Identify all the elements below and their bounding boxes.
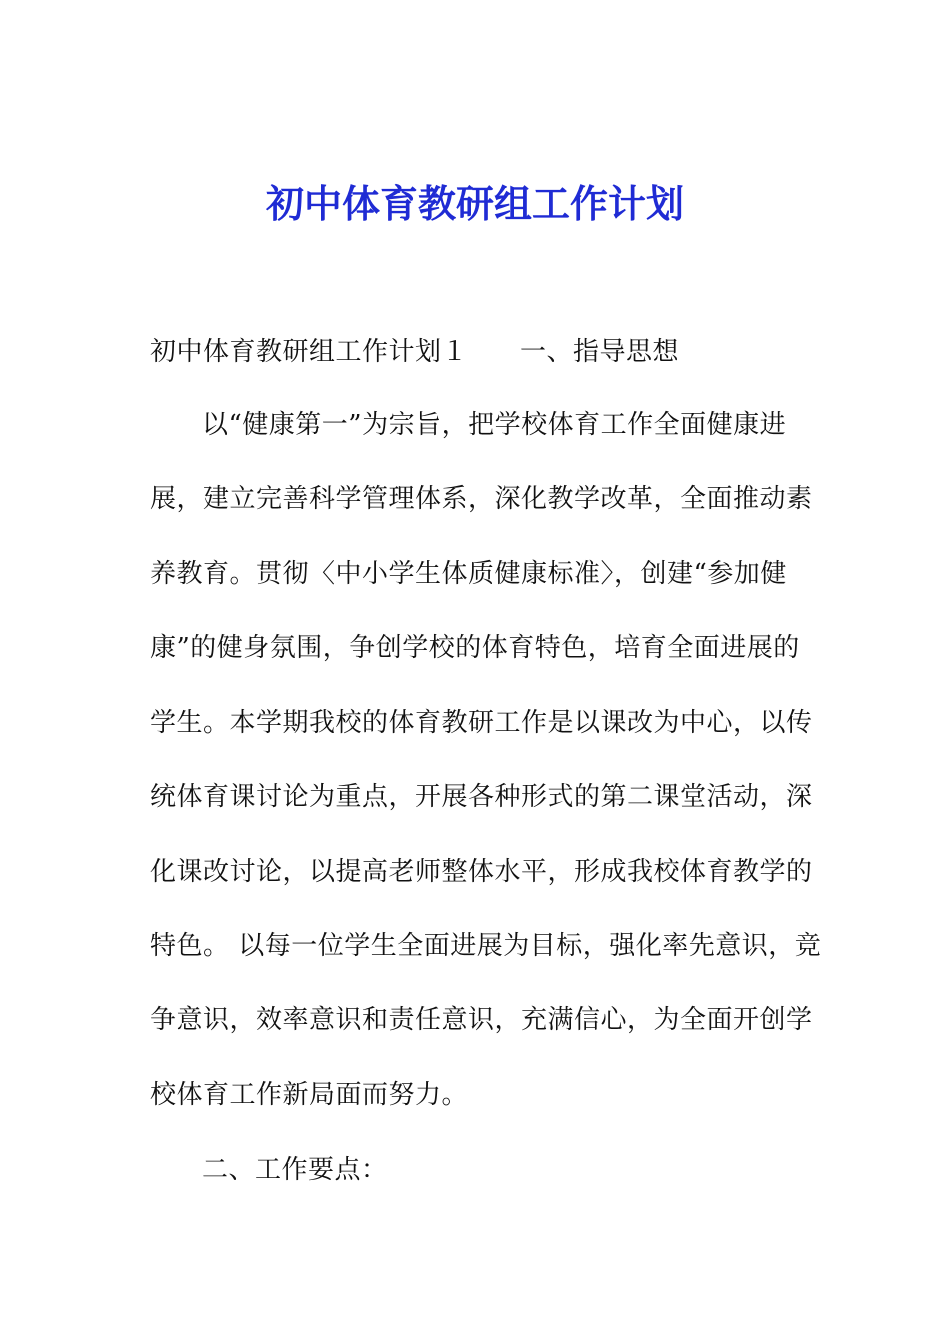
paragraph-line: 特色。 以每一位学生全面进展为目标，强化率先意识，竞 <box>150 931 822 961</box>
paragraph-line: 展，建立完善科学管理体系，深化教学改革，全面推动素 <box>150 484 813 514</box>
section-heading-guiding-ideology: 一、指导思想 <box>520 337 680 367</box>
paragraph-line: 康”的健身氛围，争创学校的体育特色，培育全面进展的 <box>150 633 800 663</box>
section-heading-work-points: 二、工作要点： <box>202 1155 388 1185</box>
paragraph-line: 养教育。贯彻〈中小学生体质健康标准〉，创建“参加健 <box>150 559 787 589</box>
document-title: 初中体育教研组工作计划 <box>265 181 684 226</box>
plan-number-label: 初中体育教研组工作计划１ <box>150 337 469 367</box>
paragraph-line: 化课改讨论，以提高老师整体水平，形成我校体育教学的 <box>150 857 813 887</box>
paragraph-line: 统体育课讨论为重点，开展各种形式的第二课堂活动，深 <box>150 782 813 812</box>
paragraph-line-heading <box>150 332 810 372</box>
paragraph-line: 以“健康第一”为宗旨，把学校体育工作全面健康进 <box>202 410 787 440</box>
paragraph-line: 校体育工作新局面而努力。 <box>150 1080 469 1110</box>
paragraph-line: 争意识，效率意识和责任意识，充满信心，为全面开创学 <box>150 1005 813 1035</box>
paragraph-line: 学生。本学期我校的体育教研工作是以课改为中心，以传 <box>150 708 813 738</box>
